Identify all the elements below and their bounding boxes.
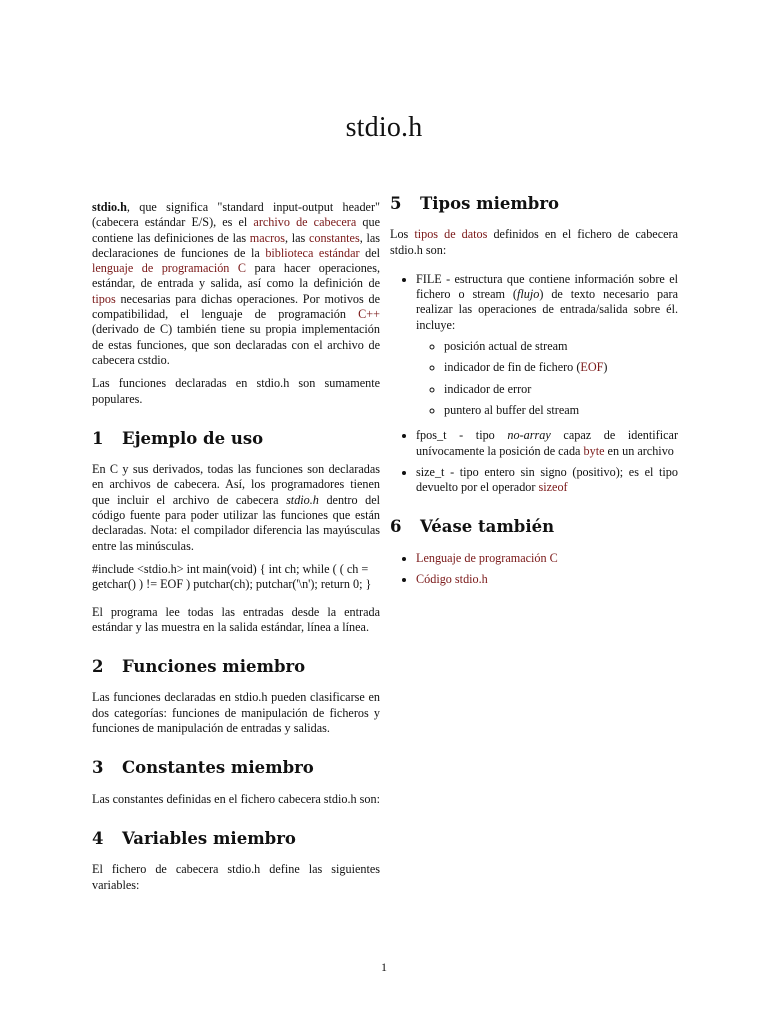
link-codigo-stdio[interactable]: Código stdio.h bbox=[416, 572, 488, 587]
section-title: Funciones miembro bbox=[122, 657, 306, 677]
intro-text: (derivado de C) también tiene su propia implementación de estas funciones, que son declaradas con el archivo de cabecera cstdio. bbox=[92, 322, 380, 367]
intro-text: , que significa "standard input-output header" (cabecera estándar E/S), es el bbox=[92, 200, 380, 230]
page-title: stdio.h bbox=[345, 112, 423, 143]
funciones-paragraph: Las funciones declaradas en stdio.h pueden clasificarse en dos categorías: funciones de manipulación de ficheros y funciones de manipulación de entradas y salidas. bbox=[92, 690, 380, 736]
list-item-file bbox=[416, 272, 678, 418]
list-emphasis: no-array bbox=[507, 428, 551, 443]
variables-paragraph: El fichero de cabecera stdio.h define las siguientes variables: bbox=[92, 862, 380, 892]
list-item-fpos bbox=[416, 428, 678, 459]
sublist-item bbox=[444, 360, 678, 375]
list-text: ) bbox=[603, 360, 608, 375]
link-archivo-de-cabecera[interactable]: archivo de cabecera bbox=[253, 215, 357, 230]
left-column bbox=[92, 200, 380, 901]
constantes-paragraph: Las constantes definidas en el fichero cabecera stdio.h son: bbox=[92, 791, 380, 806]
right-column bbox=[390, 196, 678, 597]
section-number: 5 bbox=[390, 194, 402, 213]
section-heading-vease bbox=[390, 517, 678, 537]
list-item-vease bbox=[416, 572, 678, 587]
link-constantes[interactable]: constantes bbox=[308, 230, 360, 245]
section-title: Tipos miembro bbox=[420, 194, 560, 213]
section-heading-ejemplo bbox=[92, 428, 380, 448]
tipos-list bbox=[390, 272, 678, 496]
section-number: 2 bbox=[92, 657, 104, 677]
list-text: fpos_t - tipo bbox=[416, 428, 508, 443]
section-title: Variables miembro bbox=[122, 828, 296, 848]
list-item-size bbox=[416, 465, 678, 496]
sublist-item: ◦ indicador de error bbox=[444, 382, 678, 397]
section-heading-variables bbox=[92, 828, 380, 848]
section-number: 6 bbox=[390, 517, 402, 537]
link-tipos[interactable]: tipos bbox=[92, 291, 116, 306]
intro-text: que contiene las definiciones de las bbox=[92, 215, 380, 245]
link-lenguaje-programacion-c[interactable]: Lenguaje de programación C bbox=[416, 550, 558, 565]
ejemplo-text: En C y sus derivados, todas las funciones son declaradas en archivos de cabecera. Así, los programadores tienen que incluir el archivo de cabecera bbox=[92, 462, 380, 507]
list-text: capaz de identificar unívocamente la posición de cada bbox=[416, 428, 678, 458]
intro-paragraph bbox=[92, 200, 380, 368]
link-eof[interactable]: EOF bbox=[580, 360, 604, 375]
ejemplo-emphasis: stdio.h bbox=[286, 492, 319, 507]
list-text: size_t - tipo entero sin signo (positivo); es el tipo devuelto por el operador bbox=[416, 464, 678, 495]
section-heading-funciones bbox=[92, 657, 380, 677]
list-text: ) de texto necesario para realizar las operaciones de entrada/salida sobre él. incluye: bbox=[416, 287, 678, 332]
intro-text: necesarias para dichas operaciones. Por motivos de compatibilidad, el lenguaje de programación bbox=[92, 291, 380, 322]
tipos-paragraph bbox=[390, 227, 678, 258]
section-title: Constantes miembro bbox=[122, 758, 314, 778]
link-cpp[interactable]: C++ bbox=[358, 307, 380, 322]
file-sublist bbox=[416, 339, 678, 418]
intro-bold-term: stdio.h bbox=[92, 200, 127, 214]
list-emphasis: flujo bbox=[516, 287, 540, 302]
sublist-item: ◦ posición actual de stream bbox=[444, 339, 678, 354]
sublist-item: ◦ puntero al buffer del stream bbox=[444, 403, 678, 418]
section-heading-constantes bbox=[92, 758, 380, 778]
list-item-vease bbox=[416, 551, 678, 566]
code-example: #include <stdio.h> int main(void) { int ch; while ( ( ch = getchar() ) != EOF ) putchar(ch); putchar('\n'); return 0; } bbox=[92, 561, 372, 592]
list-text: en un archivo bbox=[604, 443, 674, 458]
ejemplo-text: dentro del código fuente para poder utilizar las funciones que están declaradas. Nota: el compilador diferencia las mayúsculas entre las minúsculas. bbox=[92, 492, 380, 553]
intro-text: del bbox=[359, 245, 380, 260]
link-sizeof[interactable]: sizeof bbox=[538, 480, 568, 495]
list-text: FILE - estructura que contiene información sobre el fichero o stream ( bbox=[416, 271, 678, 302]
page-number: 1 bbox=[381, 960, 387, 974]
tipos-text: definidos en el fichero de cabecera stdio.h son: bbox=[390, 227, 679, 257]
vease-list bbox=[390, 551, 678, 588]
list-text: indicador de fin de fichero ( bbox=[444, 360, 581, 375]
section-number: 4 bbox=[92, 828, 104, 848]
section-heading-tipos bbox=[390, 196, 678, 211]
section-number: 1 bbox=[92, 428, 104, 448]
section-title: Véase también bbox=[420, 517, 555, 537]
link-biblioteca-estandar[interactable]: biblioteca estándar bbox=[265, 245, 360, 260]
link-byte[interactable]: byte bbox=[583, 443, 605, 458]
link-lenguaje-c[interactable]: lenguaje de programación C bbox=[92, 261, 246, 276]
ejemplo-paragraph bbox=[92, 462, 380, 554]
intro-paragraph-2: Las funciones declaradas en stdio.h son sumamente populares. bbox=[92, 376, 380, 406]
tipos-text: Los bbox=[390, 227, 415, 242]
ejemplo-paragraph-2: El programa lee todas las entradas desde la entrada estándar y las muestra en la salida estándar, línea a línea. bbox=[92, 604, 380, 634]
link-macros[interactable]: macros bbox=[249, 230, 285, 245]
link-tipos-de-datos[interactable]: tipos de datos bbox=[414, 227, 488, 242]
intro-text: , las declaraciones de funciones de la bbox=[92, 230, 380, 260]
intro-text: , las bbox=[285, 230, 309, 245]
intro-text: para hacer operaciones, estándar, de entrada y salida, así como la definición de bbox=[92, 261, 380, 291]
section-number: 3 bbox=[92, 758, 104, 778]
section-title: Ejemplo de uso bbox=[122, 428, 264, 448]
